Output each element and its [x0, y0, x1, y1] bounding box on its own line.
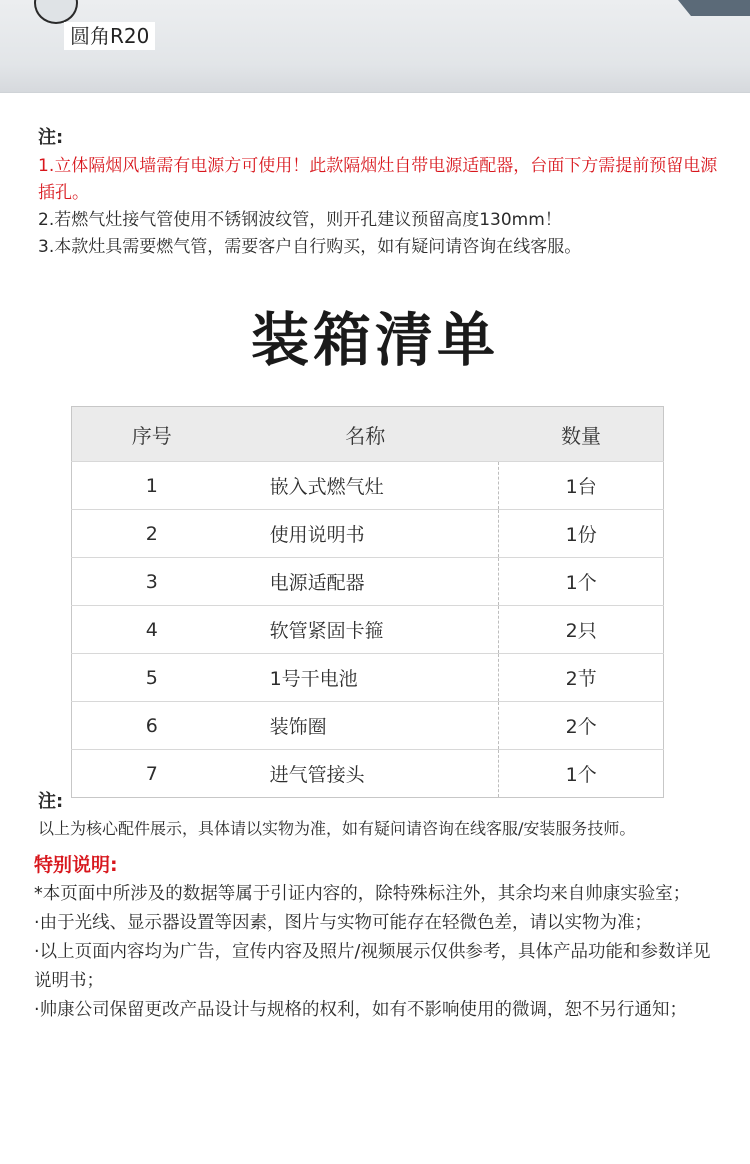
corner-radius-marker-icon: [34, 0, 78, 24]
packing-list-table: [71, 406, 664, 798]
row-number: 2: [72, 510, 232, 558]
row-number: 7: [72, 750, 232, 798]
row-name: 电源适配器: [232, 558, 499, 606]
row-quantity: 1份: [499, 510, 664, 558]
footnote-text: 以上为核心配件展示，具体请以实物为准，如有疑问请咨询在线客服/安装服务技师。: [38, 819, 636, 838]
row-quantity: 1台: [499, 462, 664, 510]
row-number: 5: [72, 654, 232, 702]
product-image-banner: [0, 0, 750, 93]
row-name: 嵌入式燃气灶: [232, 462, 499, 510]
row-name: 装饰圈: [232, 702, 499, 750]
header-number: 序号: [72, 407, 232, 462]
row-name: 1号干电池: [232, 654, 499, 702]
row-quantity: 1个: [499, 558, 664, 606]
table-row: [72, 654, 664, 702]
special-notice-heading: 特别说明:: [34, 854, 118, 876]
product-edge-graphic: [678, 0, 750, 16]
note-item-1: 1.立体隔烟风墙需有电源方可使用！此款隔烟灶自带电源适配器，台面下方需提前预留电源插孔。: [38, 156, 718, 203]
header-quantity: 数量: [499, 407, 664, 462]
table-header-row: [72, 407, 664, 462]
header-name: 名称: [232, 407, 499, 462]
table-row: [72, 558, 664, 606]
footnote-label: 注:: [38, 791, 64, 812]
packing-footnote: [38, 788, 738, 842]
row-quantity: 2只: [499, 606, 664, 654]
row-quantity: 2个: [499, 702, 664, 750]
corner-radius-label: 圆角R20: [64, 22, 155, 50]
row-number: 4: [72, 606, 232, 654]
special-item-3: ·以上页面内容均为广告，宣传内容及照片/视频展示仅供参考，具体产品功能和参数详见说明书；: [34, 942, 711, 991]
row-number: 6: [72, 702, 232, 750]
row-name: 使用说明书: [232, 510, 499, 558]
table-row: [72, 702, 664, 750]
row-name: 进气管接头: [232, 750, 499, 798]
installation-notes: [38, 124, 728, 261]
special-item-2: ·由于光线、显示器设置等因素，图片与实物可能存在轻微色差，请以实物为准；: [34, 913, 653, 933]
special-item-4: ·帅康公司保留更改产品设计与规格的权利，如有不影响使用的微调，恕不另行通知；: [34, 1000, 688, 1020]
note-item-2: 2.若燃气灶接气管使用不锈钢波纹管，则开孔建议预留高度130mm！: [38, 210, 562, 230]
special-notice: [34, 850, 724, 1025]
row-number: 1: [72, 462, 232, 510]
packing-list-title: 装箱清单: [250, 306, 499, 374]
table-row: [72, 462, 664, 510]
row-number: 3: [72, 558, 232, 606]
notes-label: 注:: [38, 127, 64, 148]
special-item-1: *本页面中所涉及的数据等属于引证内容的，除特殊标注外，其余均来自帅康实验室；: [34, 884, 691, 904]
row-name: 软管紧固卡箍: [232, 606, 499, 654]
row-quantity: 2节: [499, 654, 664, 702]
row-quantity: 1个: [499, 750, 664, 798]
table-row: [72, 510, 664, 558]
note-item-3: 3.本款灶具需要燃气管，需要客户自行购买，如有疑问请咨询在线客服。: [38, 237, 582, 257]
table-row: [72, 606, 664, 654]
